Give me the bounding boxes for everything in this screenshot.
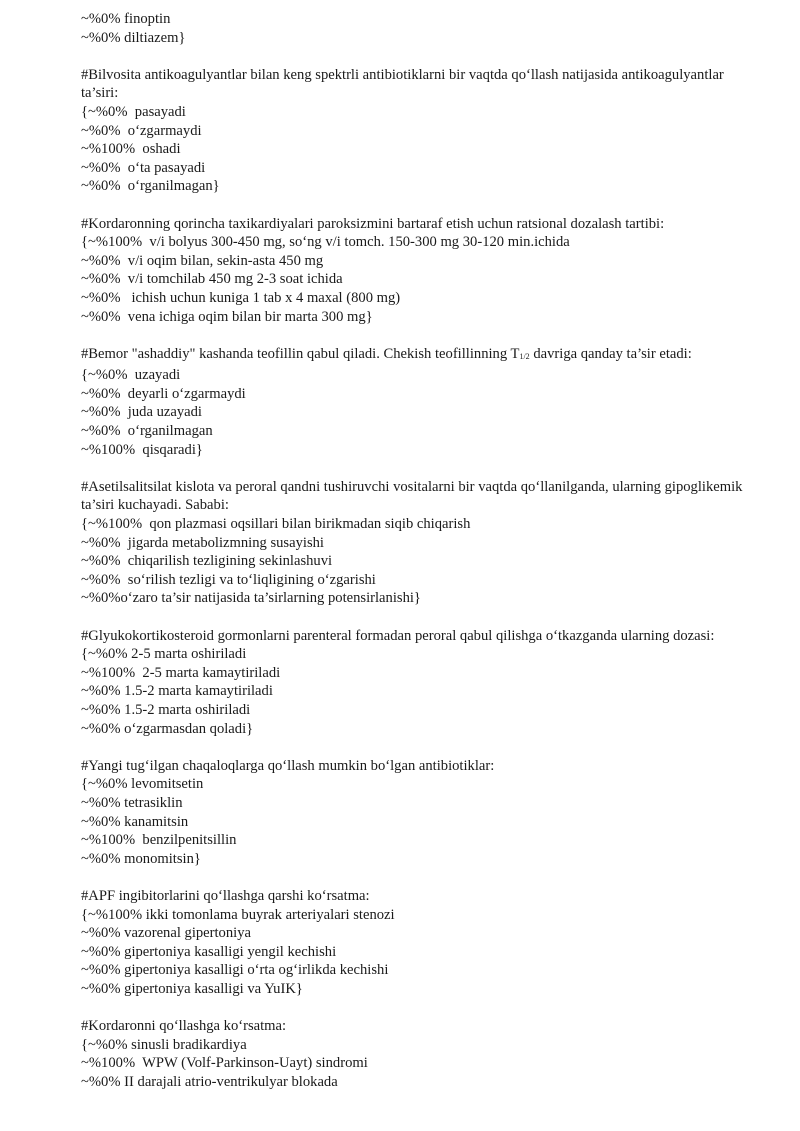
option-line: ~%100% 2-5 marta kamaytiriladi bbox=[81, 664, 281, 681]
option-line: ~%0% deyarli o‘zgarmaydi bbox=[81, 385, 246, 402]
option-line: {~%0% pasayadi bbox=[81, 103, 186, 120]
option-line: ~%0% finoptin bbox=[81, 11, 171, 27]
option-line: ~%100% WPW (Volf-Parkinson-Uayt) sindromi bbox=[81, 1055, 368, 1072]
question-text-start: #Bemor "ashaddiy" kashanda teofillin qabul qiladi. Chekish teofillinning T bbox=[81, 345, 520, 362]
question-text: #Kordaronning qorincha taxikardiyalari paroksizmini bartaraf etish uchun ratsional dozalash tartibi: bbox=[81, 215, 665, 232]
option-line: ~%0% jigarda metabolizmning susayishi bbox=[81, 534, 324, 551]
question-block bbox=[81, 478, 750, 608]
question-block bbox=[81, 66, 750, 196]
option-line: ~%100% oshadi bbox=[81, 141, 181, 158]
option-line: ~%0% II darajali atrio-ventrikulyar blokada bbox=[81, 1073, 338, 1090]
option-line: ~%100% benzilpenitsillin bbox=[81, 832, 237, 849]
option-line: ~%0% gipertoniya kasalligi yengil kechishi bbox=[81, 943, 337, 960]
question-block bbox=[81, 757, 750, 869]
question-text: #Asetilsalitsilat kislota va peroral qandni tushiruvchi vositalarni bir vaqtda qo‘llanilganda, ularning gipoglikemik ta’siri kuchayadi. Sababi: bbox=[81, 478, 743, 514]
option-line: ~%0% o‘rganilmagan} bbox=[81, 178, 220, 195]
option-line: {~%0% sinusli bradikardiya bbox=[81, 1036, 247, 1053]
option-line: ~%0% o‘rganilmagan bbox=[81, 423, 213, 440]
option-line: ~%0% o‘ta pasayadi bbox=[81, 159, 206, 176]
option-line: ~%0% so‘rilish tezligi va to‘liqligining o‘zgarishi bbox=[81, 571, 376, 588]
question-text: #Yangi tug‘ilgan chaqaloqlarga qo‘llash mumkin bo‘lgan antibiotiklar: bbox=[81, 757, 495, 774]
option-line: ~%0% chiqarilish tezligining sekinlashuvi bbox=[81, 553, 333, 570]
option-line: {~%100% ikki tomonlama buyrak arteriyalari stenozi bbox=[81, 906, 395, 923]
option-line: ~%0% 1.5-2 marta kamaytiriladi bbox=[81, 683, 273, 700]
option-line: ~%0% vena ichiga oqim bilan bir marta 300 mg} bbox=[81, 308, 373, 325]
option-line: ~%0% v/i oqim bilan, sekin-asta 450 mg bbox=[81, 252, 324, 269]
option-line: ~%0% gipertoniya kasalligi o‘rta og‘irlikda kechishi bbox=[81, 962, 389, 979]
question-text bbox=[81, 345, 750, 367]
question-block bbox=[81, 627, 750, 739]
option-line: ~%0% tetrasiklin bbox=[81, 794, 183, 811]
option-line: ~%100% qisqaradi} bbox=[81, 441, 203, 458]
half-life-subscript: 1/2 bbox=[519, 351, 530, 361]
question-text: #Kordaronni qo‘llashga ko‘rsatma: bbox=[81, 1018, 287, 1035]
question-block bbox=[81, 887, 750, 999]
option-line: ~%0% o‘zgarmaydi bbox=[81, 122, 202, 139]
option-line: {~%0% uzayadi bbox=[81, 367, 181, 384]
question-text: #APF ingibitorlarini qo‘llashga qarshi ko‘rsatma: bbox=[81, 887, 370, 904]
option-line: {~%100% qon plazmasi oqsillari bilan birikmadan siqib chiqarish bbox=[81, 516, 471, 533]
option-line: ~%0%o‘zaro ta’sir natijasida ta’sirlarning potensirlanishi} bbox=[81, 590, 421, 607]
question-block bbox=[81, 1017, 750, 1091]
question-block bbox=[81, 215, 750, 327]
option-line: ~%0% monomitsin} bbox=[81, 850, 201, 867]
option-line: ~%0% juda uzayadi bbox=[81, 404, 202, 421]
question-text: #Bilvosita antikoagulyantlar bilan keng spektrli antibiotiklarni bir vaqtda qo‘llash natijasida antikoagulyantlar ta’siri: bbox=[81, 66, 724, 102]
option-line: ~%0% o‘zgarmasdan qoladi} bbox=[81, 720, 254, 737]
question-text: #Glyukokortikosteroid gormonlarni parenteral formadan peroral qabul qilishga o‘tkazganda ularning dozasi: bbox=[81, 627, 715, 644]
option-line: ~%0% 1.5-2 marta oshiriladi bbox=[81, 701, 251, 718]
question-text-end: davriga qanday ta’sir etadi: bbox=[529, 345, 692, 362]
option-line: {~%100% v/i bolyus 300-450 mg, so‘ng v/i tomch. 150-300 mg 30-120 min.ichida bbox=[81, 234, 570, 251]
option-line: {~%0% levomitsetin bbox=[81, 776, 204, 793]
option-line: ~%0% gipertoniya kasalligi va YuIK} bbox=[81, 980, 303, 997]
option-line: ~%0% ichish uchun kuniga 1 tab x 4 maxal (800 mg) bbox=[81, 289, 401, 306]
option-line: {~%0% 2-5 marta oshiriladi bbox=[81, 646, 247, 663]
question-block bbox=[81, 345, 750, 460]
option-line: ~%0% v/i tomchilab 450 mg 2-3 soat ichida bbox=[81, 271, 343, 288]
option-line: ~%0% kanamitsin bbox=[81, 813, 189, 830]
option-line: ~%0% vazorenal gipertoniya bbox=[81, 925, 251, 942]
option-line: ~%0% diltiazem} bbox=[81, 29, 186, 46]
leading-options bbox=[81, 10, 750, 47]
